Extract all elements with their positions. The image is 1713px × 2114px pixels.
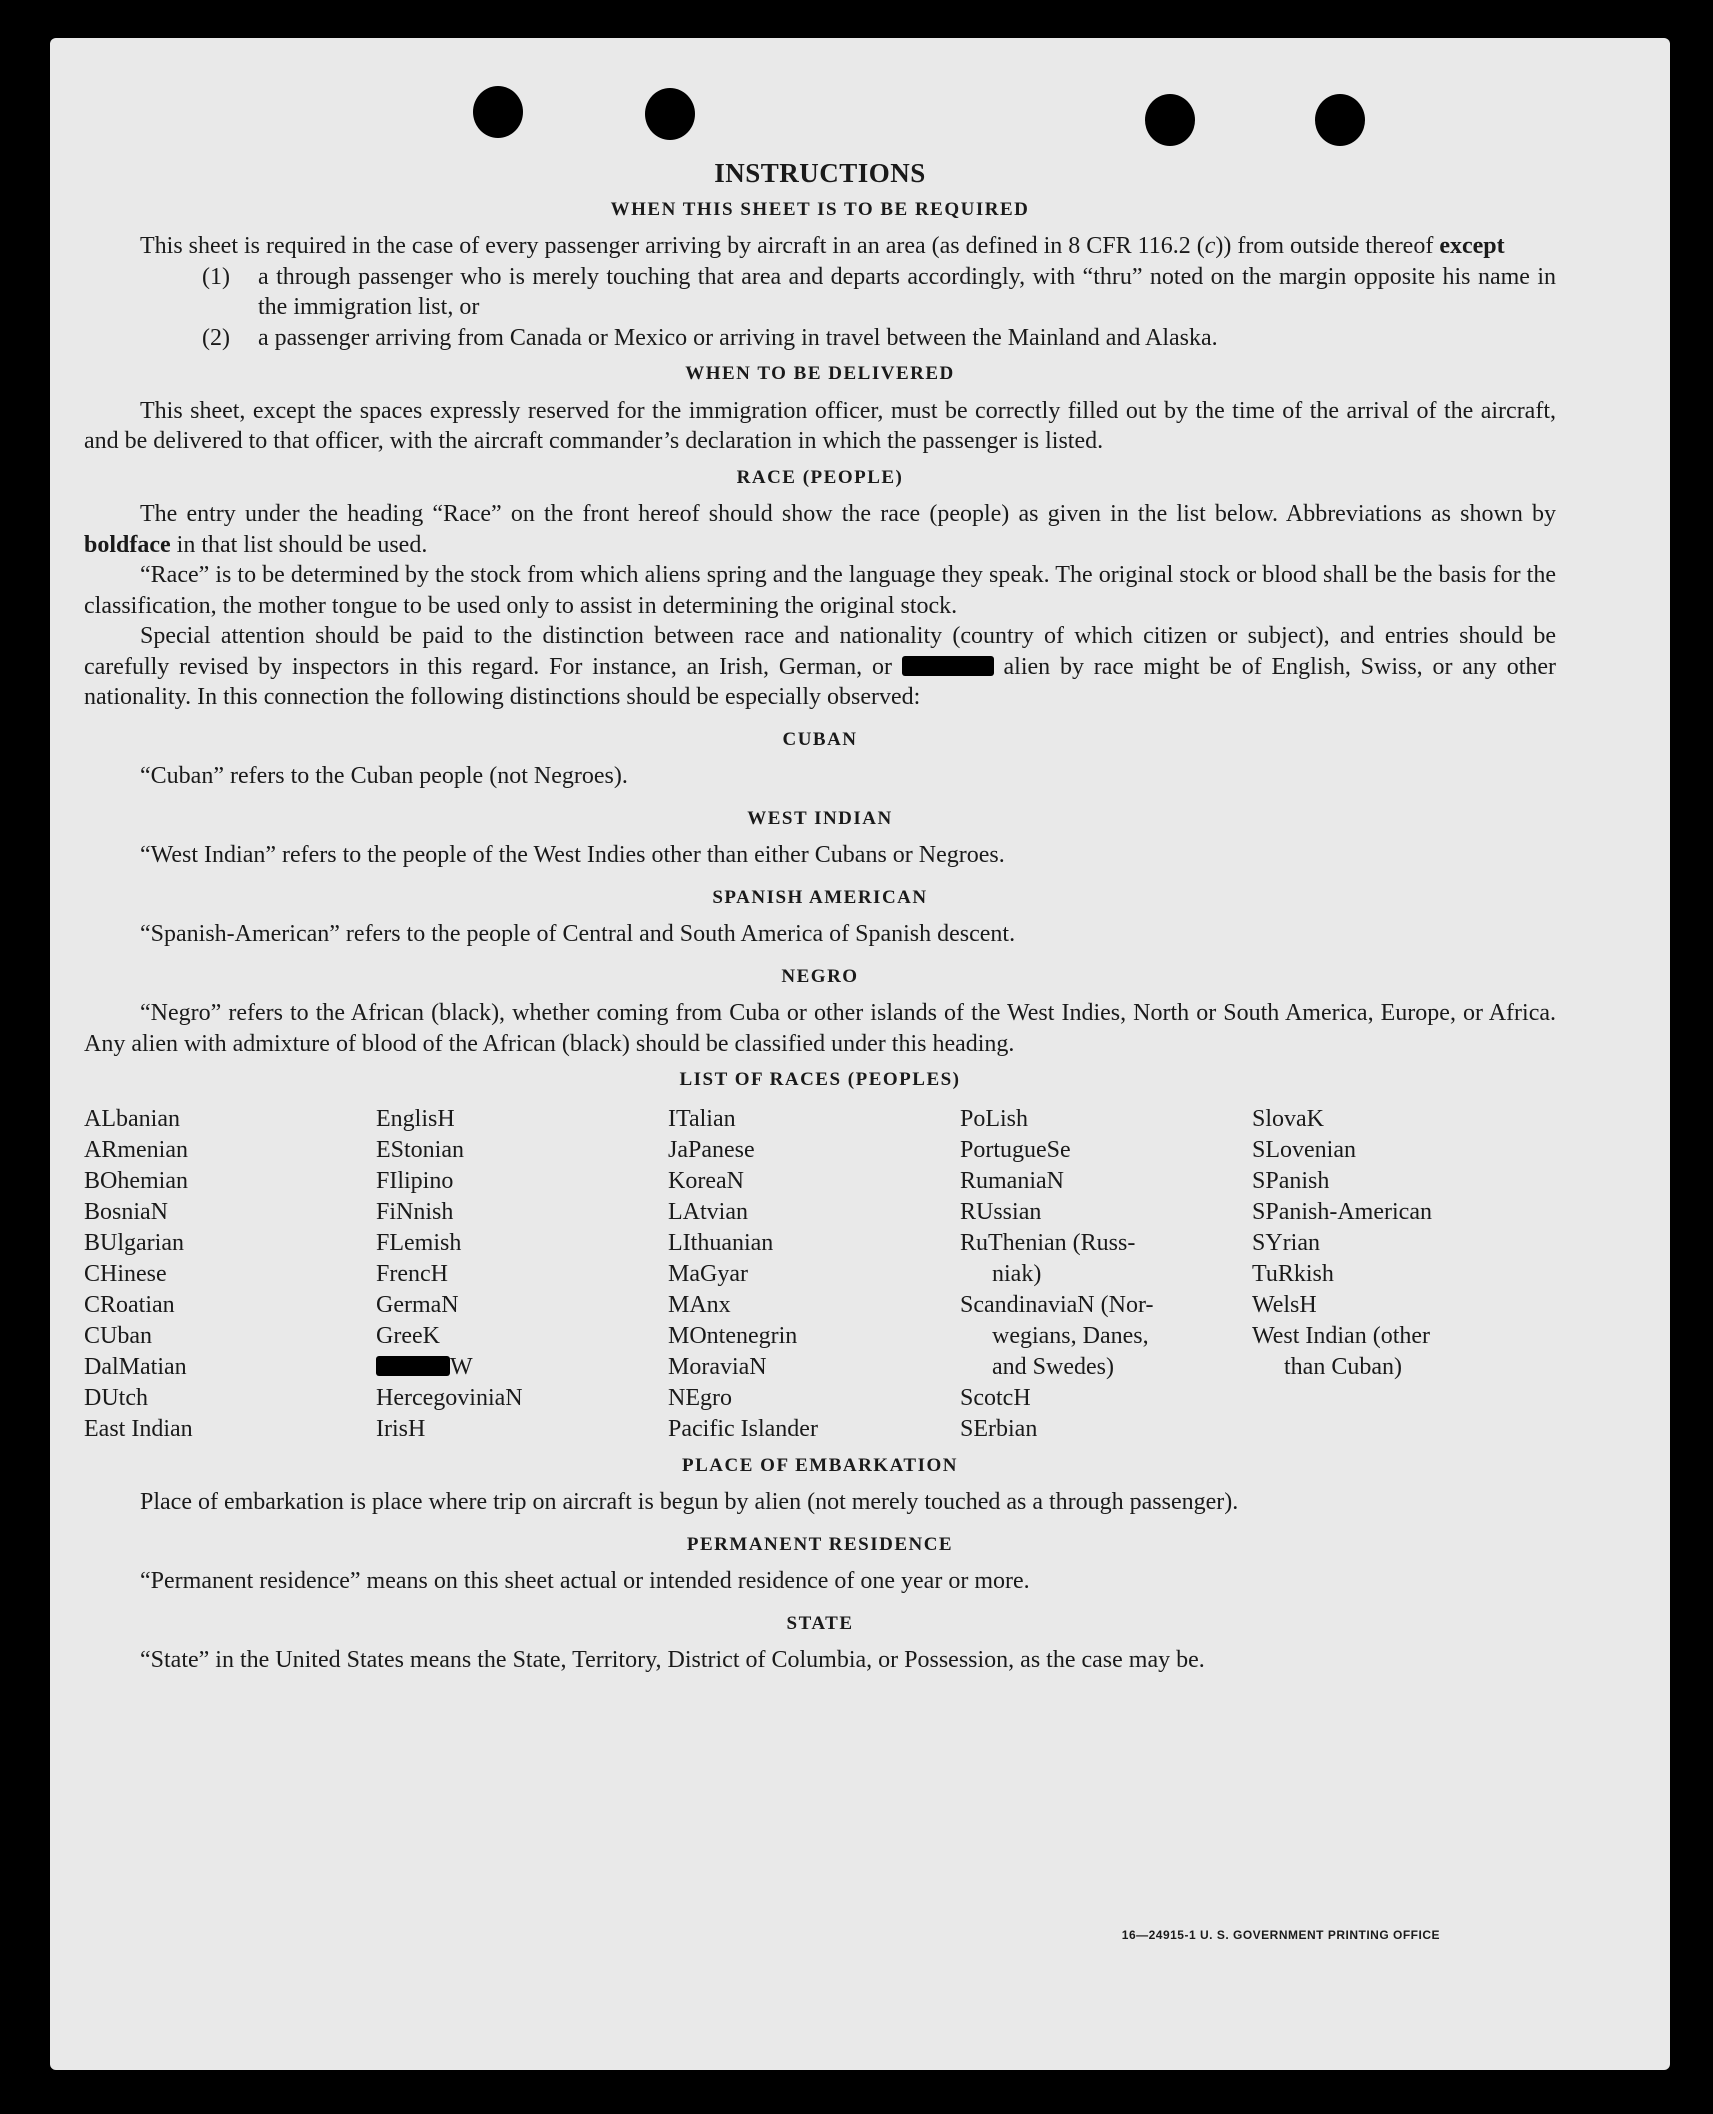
race-entry: JaPanese [668, 1136, 755, 1163]
race-entry: MaGyar [668, 1260, 748, 1287]
race-entry: FiNnish [376, 1198, 454, 1225]
paragraph: “Cuban” refers to the Cuban people (not Negroes). [140, 763, 628, 789]
paragraph: Special attention should be paid to the distinction between race and nationality (country of which citizen or subject), and entries should be carefully revised by inspectors in this regard. For instance, an Irish, German, or alien by race might be of English, Swiss, or any other nationality. In this connection the following distinctions should be especially observed: [84, 623, 1557, 710]
race-column [1252, 1104, 1552, 1445]
race-entry: and Swedes) [992, 1353, 1114, 1380]
section-heading: LIST OF RACES (PEOPLES) [679, 1069, 961, 1090]
race-entry: BosniaN [84, 1198, 168, 1225]
race-entry: Pacific Islander [668, 1415, 818, 1442]
race-entry: NEgro [668, 1384, 732, 1411]
race-entry: EnglisH [376, 1105, 455, 1132]
race-entry: SYrian [1252, 1229, 1320, 1256]
race-entry: MOntenegrin [668, 1322, 798, 1349]
race-entry: CHinese [84, 1260, 167, 1287]
paragraph: The entry under the heading “Race” on the front hereof should show the race (people) as given in the list below. Abbreviations as shown by boldface in that list should be used. [84, 501, 1556, 558]
race-entry: SLovenian [1252, 1136, 1356, 1163]
race-entry: SPanish-American [1252, 1198, 1432, 1225]
paragraph: “West Indian” refers to the people of the West Indies other than either Cubans or Negroes. [140, 842, 1005, 868]
section-heading: CUBAN [782, 728, 858, 750]
paragraph: This sheet is required in the case of every passenger arriving by aircraft in an area (as defined in 8 CFR 116.2 (c)) from outside thereof except [140, 233, 1505, 259]
race-entry: CRoatian [84, 1291, 175, 1318]
section-heading: SPANISH AMERICAN [712, 886, 928, 908]
page-title: INSTRUCTIONS [714, 158, 926, 188]
race-entry: West Indian (other [1252, 1322, 1431, 1349]
paragraph: “Race” is to be determined by the stock from which aliens spring and the language they speak. The original stock or blood shall be the basis for the classification, the mother tongue to be used only to assist in determining the original stock. [84, 562, 1556, 619]
punch-hole [1145, 94, 1195, 146]
redaction-mark [376, 1356, 450, 1376]
section-heading: STATE [786, 1612, 854, 1634]
race-entry [376, 1352, 668, 1383]
race-entry: WelsH [1252, 1291, 1317, 1318]
race-entry: MAnx [668, 1291, 731, 1318]
race-entry: ScotcH [960, 1384, 1031, 1411]
section-heading: PLACE OF EMBARKATION [682, 1454, 958, 1476]
punch-hole [473, 86, 523, 138]
instructions-body [84, 158, 1556, 1676]
race-entry: FIlipino [376, 1167, 454, 1194]
race-entry: GermaN [376, 1291, 459, 1318]
section-heading: RACE (PEOPLE) [736, 466, 904, 488]
race-entry: TuRkish [1252, 1260, 1334, 1287]
race-column [84, 1104, 376, 1445]
race-entry: East Indian [84, 1415, 193, 1442]
printing-office-footer: 16—24915‑1 U. S. GOVERNMENT PRINTING OFFICE [1121, 1928, 1440, 1942]
paragraph: Place of embarkation is place where trip on aircraft is begun by alien (not merely touched as a through passenger). [140, 1489, 1239, 1515]
race-list [84, 1104, 1556, 1445]
race-entry: KoreaN [668, 1167, 744, 1194]
race-entry: RUssian [960, 1198, 1042, 1225]
race-column [668, 1104, 960, 1445]
race-entry: IrisH [376, 1415, 426, 1442]
punch-hole [645, 88, 695, 140]
punch-hole [1315, 94, 1365, 146]
race-entry: CUban [84, 1322, 152, 1349]
race-entry: SErbian [960, 1415, 1038, 1442]
race-entry: niak) [992, 1260, 1042, 1287]
race-entry-suffix: W [450, 1353, 473, 1380]
section-heading: WHEN THIS SHEET IS TO BE REQUIRED [610, 198, 1030, 220]
race-entry: GreeK [376, 1322, 440, 1349]
race-entry: SlovaK [1252, 1105, 1324, 1132]
race-entry: MoraviaN [668, 1353, 767, 1380]
race-entry: FLemish [376, 1229, 462, 1256]
paragraph: “Spanish-American” refers to the people of Central and South America of Spanish descent. [140, 921, 1016, 947]
race-entry: DUtch [84, 1384, 148, 1411]
paragraph: “State” in the United States means the State, Territory, District of Columbia, or Possession, as the case may be. [140, 1647, 1205, 1673]
race-entry: DalMatian [84, 1353, 187, 1380]
paragraph: “Permanent residence” means on this sheet actual or intended residence of one year or more. [140, 1568, 1030, 1594]
section-heading: PERMANENT RESIDENCE [686, 1533, 954, 1555]
list-item: (1) a through passenger who is merely touching that area and departs accordingly, with “thru” noted on the margin opposite his name in the immigration list, or [202, 263, 1556, 320]
document-sheet [50, 38, 1670, 2070]
race-entry: HercegoviniaN [376, 1384, 523, 1411]
race-entry: wegians, Danes, [992, 1322, 1149, 1349]
race-entry: RuThenian (Russ- [960, 1229, 1136, 1256]
section-heading: WHEN TO BE DELIVERED [685, 363, 955, 384]
race-entry: ScandinaviaN (Nor- [960, 1291, 1154, 1318]
race-entry: LAtvian [668, 1198, 748, 1225]
list-item: (2) a passenger arriving from Canada or Mexico or arriving in travel between the Mainland and Alaska. [202, 324, 1218, 351]
race-entry: than Cuban) [1284, 1353, 1402, 1380]
race-entry: BUlgarian [84, 1229, 184, 1256]
race-entry: EStonian [376, 1136, 464, 1163]
section-heading: NEGRO [781, 965, 859, 987]
race-entry: ITalian [668, 1105, 736, 1132]
race-entry: RumaniaN [960, 1167, 1064, 1194]
race-entry: ALbanian [84, 1105, 180, 1132]
race-entry: ARmenian [84, 1136, 188, 1163]
paragraph: This sheet, except the spaces expressly reserved for the immigration officer, must be correctly filled out by the time of the arrival of the aircraft, and be delivered to that officer, with the aircraft commander’s declaration in which the passenger is listed. [84, 397, 1556, 454]
race-entry: SPanish [1252, 1167, 1330, 1194]
race-entry: LIthuanian [668, 1229, 774, 1256]
race-entry: FrencH [376, 1260, 448, 1287]
race-column [376, 1104, 668, 1445]
paragraph: “Negro” refers to the African (black), whether coming from Cuba or other islands of the West Indies, North or South America, Europe, or Africa. Any alien with admixture of blood of the African (black) should be classified under this heading. [84, 1000, 1556, 1057]
race-entry: PoLish [960, 1105, 1029, 1132]
redaction-mark [902, 656, 994, 676]
section-heading: WEST INDIAN [747, 807, 893, 829]
race-entry: PortugueSe [960, 1136, 1071, 1163]
race-entry: BOhemian [84, 1167, 188, 1194]
race-column [960, 1104, 1252, 1445]
